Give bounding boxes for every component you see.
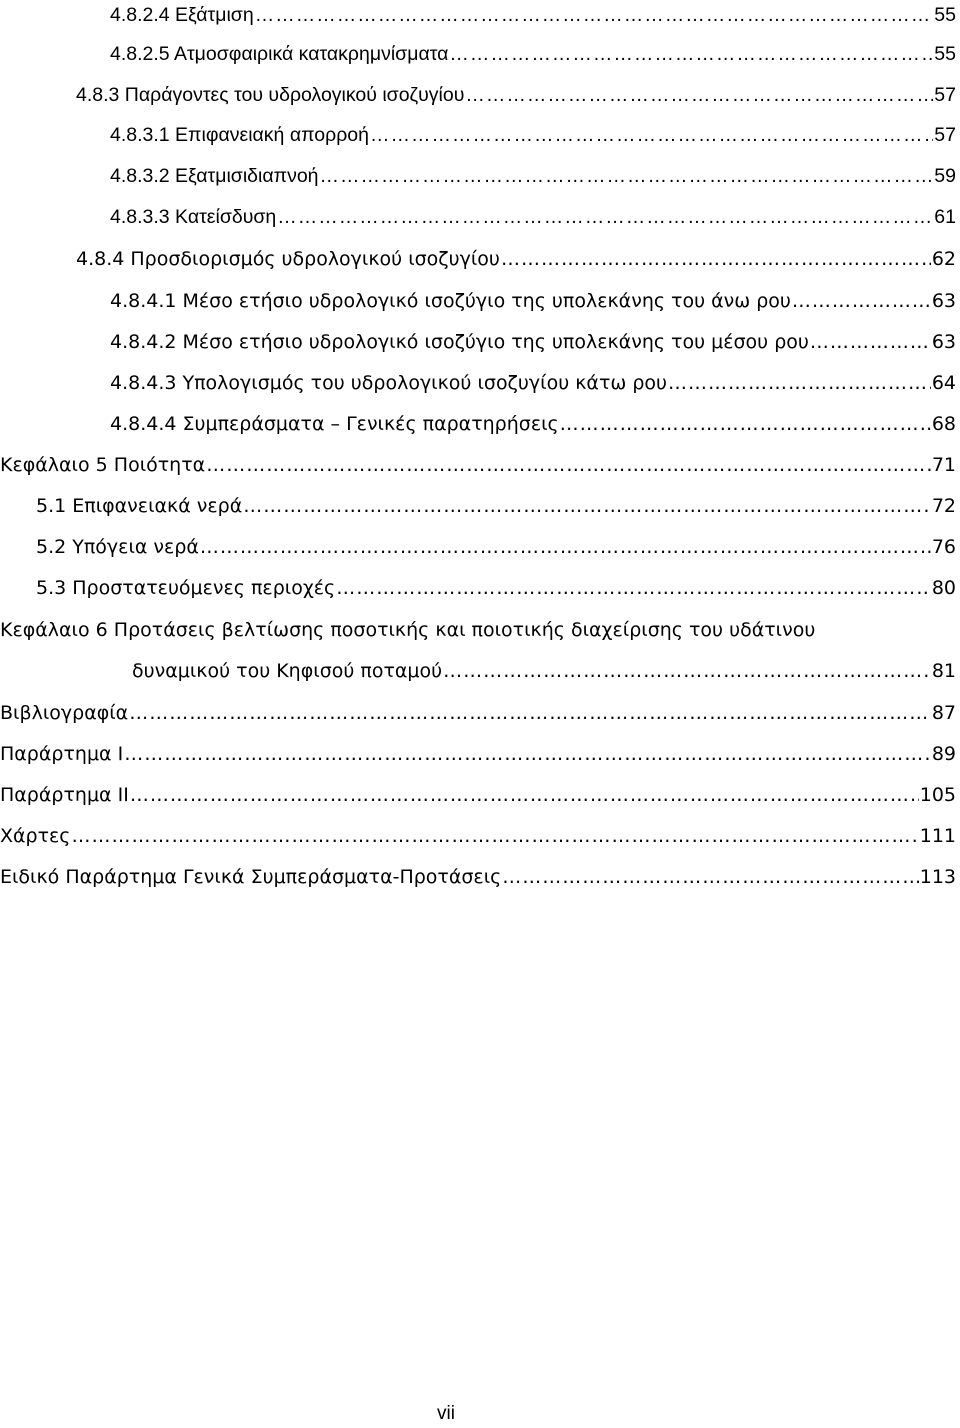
toc-entry-label: 5.2 Υπόγεια νερά xyxy=(36,536,199,558)
dot-leader xyxy=(370,120,933,150)
dot-leader xyxy=(243,491,931,521)
dot-leader xyxy=(668,368,931,398)
dot-leader xyxy=(443,656,931,686)
dot-leader xyxy=(277,202,933,232)
toc-entry xyxy=(36,491,956,521)
toc-entry-label: Βιβλιογραφία xyxy=(0,702,129,724)
dot-leader xyxy=(206,450,931,480)
dot-leader xyxy=(320,161,934,191)
toc-entry-page: 55 xyxy=(934,4,956,26)
toc-entry-page: 63 xyxy=(931,331,956,353)
toc-entry-page: 57 xyxy=(934,124,956,146)
toc-entry xyxy=(36,532,956,562)
toc-entry xyxy=(110,161,956,191)
toc-entry-label: 4.8.3 Παράγοντες του υδρολογικού ισοζυγίου xyxy=(76,84,465,106)
toc-entry-label: Παράρτημα ΙΙ xyxy=(0,784,129,806)
dot-leader xyxy=(792,286,931,316)
toc-entry-label: 4.8.4.3 Υπολογισμός του υδρολογικού ισοζυγίου κάτω ρου xyxy=(110,372,668,394)
dot-leader xyxy=(200,532,931,562)
dot-leader xyxy=(130,780,919,810)
toc-entry-label: 4.8.2.5 Ατμοσφαιρικά κατακρημνίσματα xyxy=(110,43,449,65)
toc-entry-page: 55 xyxy=(934,43,956,65)
toc-entry-page: 80 xyxy=(931,577,956,599)
toc-entry xyxy=(110,409,956,439)
toc-entry-label: 4.8.3.1 Επιφανειακή απορροή xyxy=(110,124,369,146)
toc-entry xyxy=(36,573,956,603)
toc-entry xyxy=(0,821,956,851)
toc-entry-page: 113 xyxy=(919,866,956,888)
toc-entry xyxy=(0,780,956,810)
toc-entry xyxy=(110,327,956,357)
toc-entry-page: 81 xyxy=(931,660,956,682)
dot-leader xyxy=(124,739,931,769)
dot-leader xyxy=(336,573,931,603)
dot-leader xyxy=(129,698,931,728)
toc-entry-page: 89 xyxy=(931,743,956,765)
dot-leader xyxy=(255,0,934,30)
toc-entry-label: 4.8.4.1 Μέσο ετήσιο υδρολογικό ισοζύγιο της υπολεκάνης του άνω ρου xyxy=(110,290,791,312)
toc-entry xyxy=(132,656,956,686)
dot-leader xyxy=(465,80,933,110)
toc-entry-label-continued: δυναμικού του Κηφισού ποταμού xyxy=(132,660,443,682)
toc-entry-page: 63 xyxy=(931,290,956,312)
toc-entry-label: 4.8.2.4 Εξάτμιση xyxy=(110,4,254,26)
toc-entry-label: 4.8.4 Προσδιορισμός υδρολογικού ισοζυγίου xyxy=(76,248,500,270)
toc-entry-label: 4.8.4.4 Συμπεράσματα – Γενικές παρατηρήσεις xyxy=(110,413,559,435)
toc-entry-label: Παράρτημα Ι xyxy=(0,743,124,765)
dot-leader xyxy=(502,862,918,892)
dot-leader xyxy=(501,244,931,274)
toc-entry-label: Κεφάλαιο 5 Ποιότητα xyxy=(0,454,206,476)
toc-entry-page: 111 xyxy=(919,825,956,847)
toc-entry-label: Ειδικό Παράρτημα Γενικά Συμπεράσματα-Προτάσεις xyxy=(0,866,502,888)
toc-entry xyxy=(110,202,956,232)
toc-entry-label: 5.1 Επιφανειακά νερά xyxy=(36,495,243,517)
toc-entry-page: 64 xyxy=(931,372,956,394)
toc-entry-page: 62 xyxy=(931,248,956,270)
toc-entry-label: Κεφάλαιο 6 Προτάσεις βελτίωσης ποσοτικής και ποιοτικής διαχείρισης του υδάτινου xyxy=(0,619,816,641)
dot-leader xyxy=(71,821,918,851)
dot-leader xyxy=(810,327,931,357)
toc-entry-page: 57 xyxy=(934,84,956,106)
toc-entry-label: Χάρτες xyxy=(0,825,71,847)
toc-entry-page: 68 xyxy=(931,413,956,435)
toc-entry-page: 59 xyxy=(934,165,956,187)
toc-entry xyxy=(110,368,956,398)
toc-entry xyxy=(0,739,956,769)
toc-entry-label: 4.8.3.3 Κατείσδυση xyxy=(110,206,277,228)
toc-entry xyxy=(110,39,956,69)
toc-entry-label: 5.3 Προστατευόμενες περιοχές xyxy=(36,577,336,599)
toc-entry-page: 72 xyxy=(931,495,956,517)
toc-entry xyxy=(110,120,956,150)
toc-entry-label: 4.8.4.2 Μέσο ετήσιο υδρολογικό ισοζύγιο της υπολεκάνης του μέσου ρου xyxy=(110,331,809,353)
toc-entry xyxy=(110,286,956,316)
dot-leader xyxy=(449,39,933,69)
toc-entry-page: 71 xyxy=(931,454,956,476)
toc-entry xyxy=(76,80,956,110)
toc-entry xyxy=(0,698,956,728)
toc-entry xyxy=(76,244,956,274)
dot-leader xyxy=(560,409,931,439)
toc-entry-page: 105 xyxy=(919,784,956,806)
toc-entry-page: 87 xyxy=(931,702,956,724)
toc-entry-page: 76 xyxy=(931,536,956,558)
toc-entry xyxy=(110,0,956,30)
toc-entry xyxy=(0,862,956,892)
toc-entry xyxy=(0,450,956,480)
toc-entry-page: 61 xyxy=(934,206,956,228)
page-number: vii xyxy=(437,1403,455,1424)
toc-entry-label: 4.8.3.2 Εξατμισιδιαπνοή xyxy=(110,165,319,187)
